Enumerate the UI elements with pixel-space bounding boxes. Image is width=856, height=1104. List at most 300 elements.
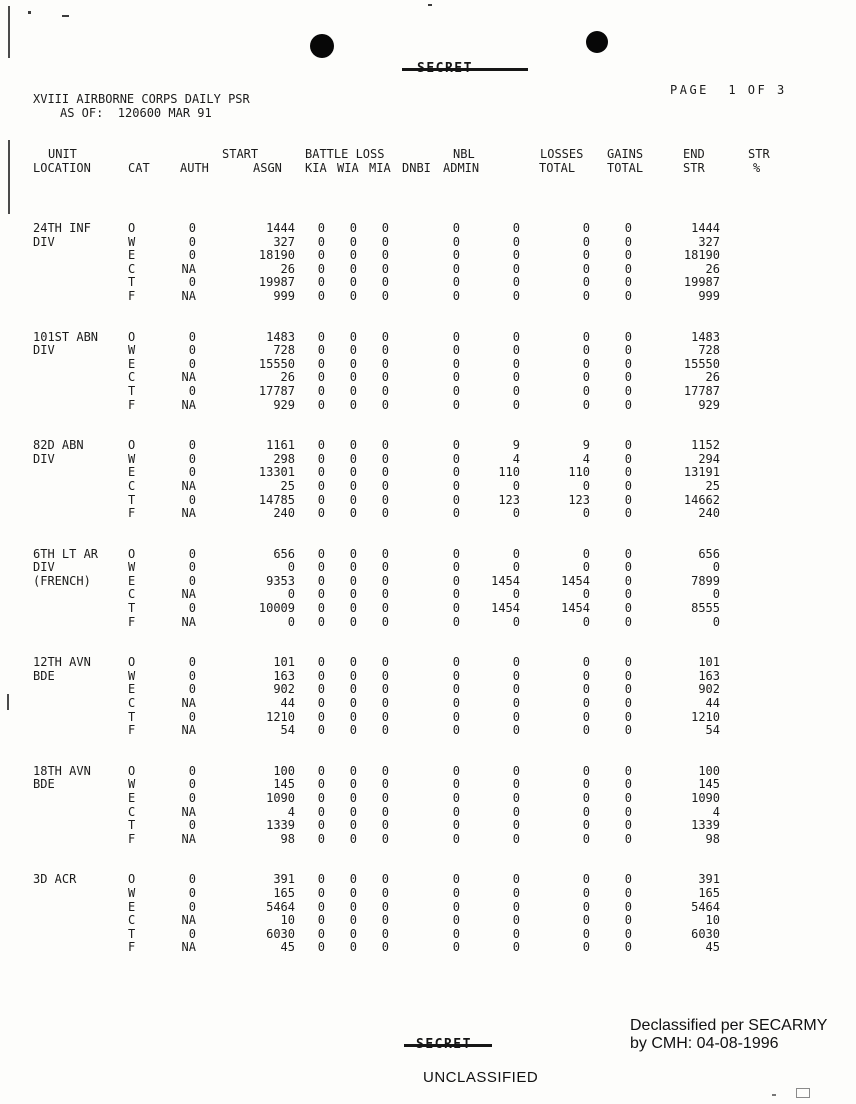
cell-auth: 0 xyxy=(188,818,196,833)
cell-gains: 0 xyxy=(624,248,632,263)
cell-auth: 0 xyxy=(188,465,196,480)
cell-dnbi: 0 xyxy=(452,763,460,778)
col-header-cat: CAT xyxy=(128,161,150,175)
cell-dnbi: 0 xyxy=(452,329,460,344)
cell-losses: 0 xyxy=(582,234,590,249)
cell-kia: 0 xyxy=(317,668,325,683)
cell-losses: 0 xyxy=(582,655,590,670)
cell-unit-name xyxy=(33,616,128,630)
cell-wia: 0 xyxy=(349,506,357,521)
cell-wia: 0 xyxy=(349,492,357,507)
cell-losses: 0 xyxy=(582,926,590,941)
cell-auth: NA xyxy=(181,913,196,928)
table-row xyxy=(33,236,778,250)
cell-mia: 0 xyxy=(381,370,389,385)
cell-admin: 0 xyxy=(512,248,520,263)
cell-gains: 0 xyxy=(624,818,632,833)
table-row xyxy=(33,548,778,562)
cell-str xyxy=(720,928,778,942)
cell-cat: E xyxy=(128,791,136,805)
cell-dnbi: 0 xyxy=(452,818,460,833)
cell-auth: NA xyxy=(181,696,196,711)
cell-asgn: 1210 xyxy=(266,709,295,724)
cell-kia: 0 xyxy=(317,356,325,371)
cell-unit-name xyxy=(33,371,128,385)
cell-losses: 0 xyxy=(582,614,590,629)
cell-unit-name: DIV xyxy=(33,451,55,466)
cell-auth: NA xyxy=(181,506,196,521)
punch-hole-right xyxy=(586,31,608,53)
cell-auth: 0 xyxy=(188,546,196,561)
cell-unit-name xyxy=(33,263,128,277)
cell-end: 13191 xyxy=(683,465,720,480)
cell-end: 18190 xyxy=(683,248,720,263)
col-header-auth: AUTH xyxy=(180,161,209,175)
cell-wia: 0 xyxy=(349,763,357,778)
cell-admin: 0 xyxy=(512,926,520,941)
cell-mia: 0 xyxy=(381,478,389,493)
cell-wia: 0 xyxy=(349,356,357,371)
cell-asgn: 0 xyxy=(287,614,295,629)
table-row xyxy=(33,575,778,589)
cell-gains: 0 xyxy=(624,940,632,955)
cell-dnbi: 0 xyxy=(452,872,460,887)
cell-asgn: 19987 xyxy=(258,275,295,290)
cell-dnbi: 0 xyxy=(452,234,460,249)
table-row xyxy=(33,453,778,467)
cell-asgn: 9353 xyxy=(266,573,295,588)
cell-cat: C xyxy=(128,587,136,602)
cell-end: 902 xyxy=(698,682,720,697)
cell-unit-name xyxy=(33,833,128,847)
cell-end: 8555 xyxy=(691,601,720,616)
cell-wia: 0 xyxy=(349,777,357,792)
table-row xyxy=(33,344,778,358)
cell-gains: 0 xyxy=(624,885,632,900)
cell-dnbi: 0 xyxy=(452,601,460,616)
cell-wia: 0 xyxy=(349,709,357,724)
cell-unit-name xyxy=(33,887,128,901)
cell-cat: W xyxy=(128,668,136,683)
cell-unit-name xyxy=(33,276,128,290)
cell-gains: 0 xyxy=(624,451,632,466)
cell-str xyxy=(720,670,778,684)
cell-end: 6030 xyxy=(691,926,720,941)
cell-kia: 0 xyxy=(317,682,325,697)
cell-dnbi: 0 xyxy=(452,682,460,697)
cell-mia: 0 xyxy=(381,343,389,358)
cell-gains: 0 xyxy=(624,288,632,303)
cell-unit-name xyxy=(33,901,128,915)
cell-losses: 0 xyxy=(582,397,590,412)
cell-kia: 0 xyxy=(317,614,325,629)
cell-losses: 0 xyxy=(582,546,590,561)
cell-end: 44 xyxy=(705,696,720,711)
cell-wia: 0 xyxy=(349,234,357,249)
cell-kia: 0 xyxy=(317,655,325,670)
cell-cat: W xyxy=(128,451,136,466)
table-row xyxy=(33,941,778,955)
cell-asgn: 54 xyxy=(280,723,295,738)
cell-asgn: 100 xyxy=(273,763,295,778)
unit-block-spacer xyxy=(33,412,778,439)
table-row xyxy=(33,806,778,820)
cell-losses: 0 xyxy=(582,288,590,303)
cell-mia: 0 xyxy=(381,655,389,670)
cell-kia: 0 xyxy=(317,343,325,358)
cell-losses: 1454 xyxy=(561,601,590,616)
cell-mia: 0 xyxy=(381,383,389,398)
cell-end: 1210 xyxy=(691,709,720,724)
col-header-mia: MIA xyxy=(369,161,391,175)
cell-admin: 0 xyxy=(512,478,520,493)
cell-auth: NA xyxy=(181,397,196,412)
cell-str xyxy=(720,778,778,792)
table-row xyxy=(33,616,778,630)
cell-mia: 0 xyxy=(381,926,389,941)
cell-dnbi: 0 xyxy=(452,288,460,303)
cell-wia: 0 xyxy=(349,343,357,358)
cell-asgn: 165 xyxy=(273,885,295,900)
cell-auth: 0 xyxy=(188,329,196,344)
cell-wia: 0 xyxy=(349,696,357,711)
cell-asgn: 1444 xyxy=(266,221,295,235)
declassification-note-line1: Declassified per SECARMY xyxy=(630,1017,828,1034)
cell-kia: 0 xyxy=(317,791,325,805)
table-row xyxy=(33,819,778,833)
cell-losses: 0 xyxy=(582,275,590,290)
table-row xyxy=(33,276,778,290)
cell-unit-name xyxy=(33,588,128,602)
cell-end: 327 xyxy=(698,234,720,249)
cell-asgn: 327 xyxy=(273,234,295,249)
cell-losses: 4 xyxy=(582,451,590,466)
cell-gains: 0 xyxy=(624,370,632,385)
table-row xyxy=(33,887,778,901)
cell-unit-name xyxy=(33,711,128,725)
table-row xyxy=(33,358,778,372)
cell-kia: 0 xyxy=(317,885,325,900)
cell-str xyxy=(720,439,778,453)
cell-unit-name: BDE xyxy=(33,777,55,792)
cell-cat: C xyxy=(128,913,136,928)
cell-unit-name: 101ST ABN xyxy=(33,329,99,344)
scan-edge-artifact xyxy=(7,694,9,710)
cell-cat: E xyxy=(128,248,136,263)
cell-wia: 0 xyxy=(349,397,357,412)
cell-kia: 0 xyxy=(317,872,325,887)
cell-auth: 0 xyxy=(188,560,196,575)
cell-unit-name xyxy=(33,466,128,480)
cell-losses: 0 xyxy=(582,221,590,235)
cell-str xyxy=(720,222,778,236)
cell-dnbi: 0 xyxy=(452,777,460,792)
cell-cat: C xyxy=(128,804,136,819)
cell-gains: 0 xyxy=(624,506,632,521)
cell-cat: W xyxy=(128,777,136,792)
cell-admin: 0 xyxy=(512,397,520,412)
col-header-losses-total: TOTAL xyxy=(539,161,576,175)
cell-asgn: 26 xyxy=(280,370,295,385)
cell-str xyxy=(720,236,778,250)
cell-wia: 0 xyxy=(349,926,357,941)
cell-admin: 0 xyxy=(512,723,520,738)
cell-auth: 0 xyxy=(188,682,196,697)
cell-str xyxy=(720,887,778,901)
cell-dnbi: 0 xyxy=(452,940,460,955)
cell-cat: T xyxy=(128,601,136,616)
cell-dnbi: 0 xyxy=(452,221,460,235)
cell-auth: 0 xyxy=(188,248,196,263)
cell-auth: 0 xyxy=(188,885,196,900)
cell-dnbi: 0 xyxy=(452,885,460,900)
scan-speck xyxy=(28,11,31,14)
cell-str xyxy=(720,683,778,697)
cell-end: 1090 xyxy=(691,791,720,805)
cell-wia: 0 xyxy=(349,831,357,846)
cell-wia: 0 xyxy=(349,940,357,955)
cell-mia: 0 xyxy=(381,234,389,249)
cell-losses: 0 xyxy=(582,329,590,344)
cell-asgn: 999 xyxy=(273,288,295,303)
cell-admin: 0 xyxy=(512,221,520,235)
cell-wia: 0 xyxy=(349,451,357,466)
cell-unit-name xyxy=(33,602,128,616)
cell-auth: 0 xyxy=(188,899,196,914)
cell-str xyxy=(720,806,778,820)
cell-asgn: 1483 xyxy=(266,329,295,344)
cell-end: 1339 xyxy=(691,818,720,833)
cell-cat: E xyxy=(128,682,136,697)
cell-gains: 0 xyxy=(624,478,632,493)
cell-losses: 0 xyxy=(582,682,590,697)
cell-str xyxy=(720,276,778,290)
col-header-start: START xyxy=(222,147,259,161)
cell-str xyxy=(720,290,778,304)
cell-wia: 0 xyxy=(349,587,357,602)
cell-dnbi: 0 xyxy=(452,899,460,914)
cell-admin: 0 xyxy=(512,682,520,697)
col-header-admin: ADMIN xyxy=(443,161,480,175)
cell-kia: 0 xyxy=(317,573,325,588)
cell-wia: 0 xyxy=(349,573,357,588)
col-header-nbl: NBL xyxy=(453,147,475,161)
cell-gains: 0 xyxy=(624,383,632,398)
col-header-location: LOCATION xyxy=(33,161,91,175)
cell-end: 165 xyxy=(698,885,720,900)
cell-kia: 0 xyxy=(317,248,325,263)
cell-end: 656 xyxy=(698,546,720,561)
cell-dnbi: 0 xyxy=(452,709,460,724)
cell-cat: W xyxy=(128,234,136,249)
cell-wia: 0 xyxy=(349,682,357,697)
cell-end: 391 xyxy=(698,872,720,887)
cell-str xyxy=(720,711,778,725)
cell-unit-name xyxy=(33,806,128,820)
cell-mia: 0 xyxy=(381,221,389,235)
cell-unit-name: DIV xyxy=(33,343,55,358)
cell-mia: 0 xyxy=(381,397,389,412)
cell-end: 294 xyxy=(698,451,720,466)
cell-losses: 0 xyxy=(582,723,590,738)
cell-auth: 0 xyxy=(188,601,196,616)
cell-str xyxy=(720,466,778,480)
cell-admin: 0 xyxy=(512,899,520,914)
cell-unit-name xyxy=(33,928,128,942)
cell-mia: 0 xyxy=(381,682,389,697)
cell-wia: 0 xyxy=(349,723,357,738)
cell-losses: 0 xyxy=(582,343,590,358)
cell-mia: 0 xyxy=(381,763,389,778)
cell-kia: 0 xyxy=(317,831,325,846)
cell-admin: 0 xyxy=(512,791,520,805)
cell-mia: 0 xyxy=(381,546,389,561)
cell-losses: 0 xyxy=(582,356,590,371)
cell-admin: 0 xyxy=(512,940,520,955)
cell-admin: 0 xyxy=(512,872,520,887)
cell-admin: 0 xyxy=(512,343,520,358)
cell-kia: 0 xyxy=(317,465,325,480)
cell-dnbi: 0 xyxy=(452,587,460,602)
cell-auth: NA xyxy=(181,587,196,602)
cell-asgn: 10009 xyxy=(258,601,295,616)
cell-admin: 0 xyxy=(512,288,520,303)
table-row xyxy=(33,792,778,806)
cell-auth: 0 xyxy=(188,221,196,235)
cell-asgn: 4 xyxy=(287,804,295,819)
cell-asgn: 656 xyxy=(273,546,295,561)
cell-dnbi: 0 xyxy=(452,465,460,480)
table-row xyxy=(33,399,778,413)
cell-dnbi: 0 xyxy=(452,506,460,521)
cell-wia: 0 xyxy=(349,791,357,805)
cell-admin: 0 xyxy=(512,763,520,778)
cell-losses: 0 xyxy=(582,913,590,928)
cell-dnbi: 0 xyxy=(452,370,460,385)
cell-admin: 0 xyxy=(512,587,520,602)
table-row xyxy=(33,507,778,521)
cell-auth: NA xyxy=(181,261,196,276)
cell-asgn: 1161 xyxy=(266,438,295,453)
cell-gains: 0 xyxy=(624,709,632,724)
cell-losses: 0 xyxy=(582,818,590,833)
cell-asgn: 902 xyxy=(273,682,295,697)
cell-losses: 0 xyxy=(582,709,590,724)
cell-kia: 0 xyxy=(317,478,325,493)
cell-auth: 0 xyxy=(188,356,196,371)
cell-auth: NA xyxy=(181,940,196,955)
cell-mia: 0 xyxy=(381,804,389,819)
cell-cat: O xyxy=(128,763,136,778)
cell-dnbi: 0 xyxy=(452,451,460,466)
cell-kia: 0 xyxy=(317,261,325,276)
cell-asgn: 13301 xyxy=(258,465,295,480)
cell-admin: 1454 xyxy=(491,601,520,616)
cell-asgn: 101 xyxy=(273,655,295,670)
cell-gains: 0 xyxy=(624,221,632,235)
cell-kia: 0 xyxy=(317,546,325,561)
cell-gains: 0 xyxy=(624,329,632,344)
cell-unit-name: 3D ACR xyxy=(33,872,77,887)
cell-losses: 0 xyxy=(582,777,590,792)
cell-cat: T xyxy=(128,926,136,941)
table-row xyxy=(33,778,778,792)
cell-kia: 0 xyxy=(317,492,325,507)
cell-unit-name: 6TH LT AR xyxy=(33,546,99,561)
cell-gains: 0 xyxy=(624,546,632,561)
unit-block-spacer xyxy=(33,304,778,331)
cell-str xyxy=(720,901,778,915)
cell-end: 0 xyxy=(712,587,720,602)
cell-str xyxy=(720,724,778,738)
cell-end: 929 xyxy=(698,397,720,412)
cell-cat: E xyxy=(128,899,136,914)
cell-kia: 0 xyxy=(317,913,325,928)
cell-auth: NA xyxy=(181,614,196,629)
cell-admin: 0 xyxy=(512,668,520,683)
cell-unit-name xyxy=(33,507,128,521)
cell-cat: F xyxy=(128,940,136,955)
cell-str xyxy=(720,331,778,345)
cell-gains: 0 xyxy=(624,804,632,819)
cell-str xyxy=(720,602,778,616)
cell-cat: O xyxy=(128,872,136,887)
cell-kia: 0 xyxy=(317,587,325,602)
cell-unit-name: BDE xyxy=(33,668,55,683)
cell-mia: 0 xyxy=(381,573,389,588)
cell-losses: 0 xyxy=(582,261,590,276)
cell-asgn: 25 xyxy=(280,478,295,493)
cell-wia: 0 xyxy=(349,804,357,819)
cell-cat: C xyxy=(128,696,136,711)
table-row xyxy=(33,249,778,263)
cell-cat: O xyxy=(128,438,136,453)
cell-end: 14662 xyxy=(683,492,720,507)
cell-gains: 0 xyxy=(624,913,632,928)
classification-stamp-top xyxy=(417,61,473,76)
cell-str xyxy=(720,819,778,833)
cell-unit-name xyxy=(33,480,128,494)
punch-hole-left xyxy=(310,34,334,58)
cell-gains: 0 xyxy=(624,791,632,805)
cell-asgn: 1339 xyxy=(266,818,295,833)
cell-wia: 0 xyxy=(349,885,357,900)
cell-admin: 0 xyxy=(512,913,520,928)
cell-losses: 0 xyxy=(582,383,590,398)
cell-unit-name: DIV xyxy=(33,234,55,249)
cell-cat: E xyxy=(128,465,136,480)
table-row xyxy=(33,765,778,779)
cell-kia: 0 xyxy=(317,370,325,385)
cell-wia: 0 xyxy=(349,899,357,914)
col-header-wia: WIA xyxy=(337,161,359,175)
cell-asgn: 5464 xyxy=(266,899,295,914)
col-header-gains: GAINS xyxy=(607,147,644,161)
cell-end: 26 xyxy=(705,370,720,385)
cell-wia: 0 xyxy=(349,465,357,480)
cell-end: 19987 xyxy=(683,275,720,290)
table-row xyxy=(33,466,778,480)
unit-block-spacer xyxy=(33,521,778,548)
table-row xyxy=(33,683,778,697)
cell-str xyxy=(720,561,778,575)
cell-str xyxy=(720,914,778,928)
cell-kia: 0 xyxy=(317,709,325,724)
cell-losses: 123 xyxy=(568,492,590,507)
cell-str xyxy=(720,575,778,589)
cell-wia: 0 xyxy=(349,655,357,670)
table-row xyxy=(33,656,778,670)
